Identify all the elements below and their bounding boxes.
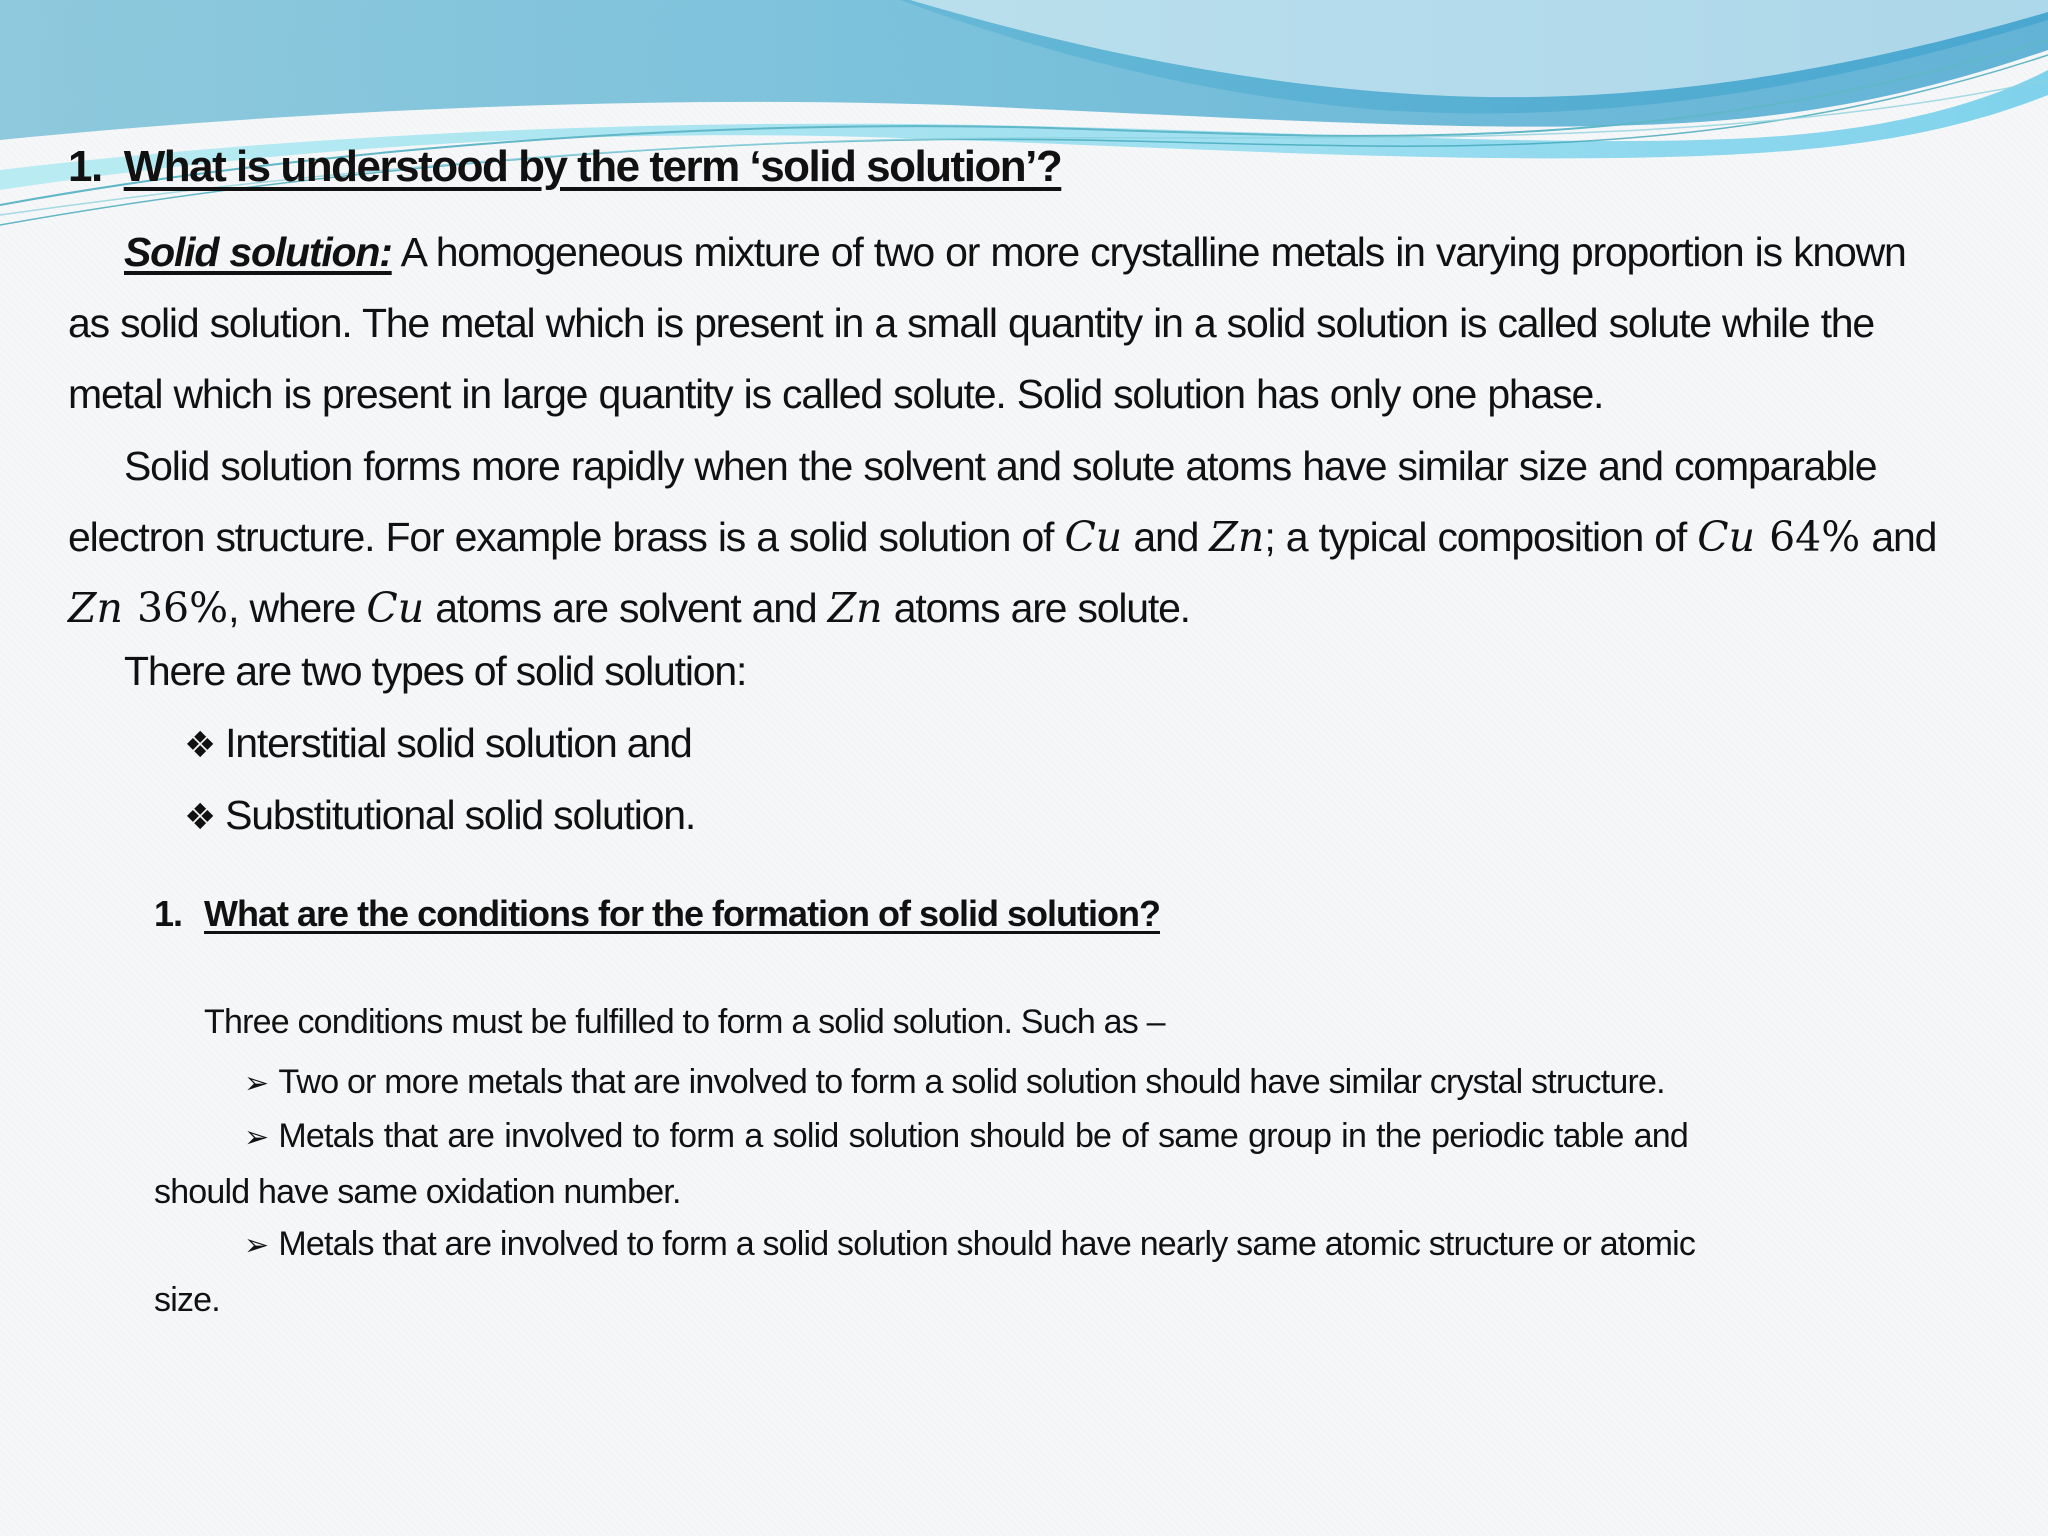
- section2-heading: [154, 893, 1160, 935]
- math-zn: Zn: [1209, 513, 1265, 561]
- definition-line-3: metal which is present in large quantity is called solute. Solid solution has only one phase.: [68, 371, 1604, 417]
- brass-line-1: Solid solution forms more rapidly when the solvent and solute atoms have similar size and comparable: [124, 443, 1877, 489]
- math-cu: Cu: [366, 584, 425, 632]
- section1-heading: [68, 142, 1061, 192]
- diamond-bullet-icon: ❖: [184, 796, 216, 837]
- brass-paragraph: [68, 431, 1937, 644]
- definition-term: Solid solution:: [124, 229, 392, 275]
- definition-line-1: Solid solution: A homogeneous mixture of two or more crystalline metals in varying proportion is known: [124, 229, 1906, 275]
- conditions-intro: Three conditions must be fulfilled to form a solid solution. Such as –: [204, 1003, 1165, 1041]
- brass-line-3: Zn 36%, where Cu atoms are solvent and Zn atoms are solute.: [68, 584, 1190, 632]
- definition-line-2: as solid solution. The metal which is present in a small quantity in a solid solution is called solute while the: [68, 300, 1875, 346]
- section1-title: What is understood by the term ‘solid solution’?: [123, 142, 1062, 191]
- math-zn: Zn: [68, 584, 123, 632]
- math-percent: 64%: [1755, 513, 1861, 561]
- condition-item: ➢ Metals that are involved to form a solid solution should be of same group in the periodic table and should have same oxidation number.: [154, 1117, 1688, 1211]
- math-percent: 36%: [122, 584, 229, 632]
- section2-number: 1.: [154, 893, 183, 934]
- section1-number: 1.: [68, 142, 102, 191]
- types-intro: There are two types of solid solution:: [124, 648, 747, 694]
- math-cu: Cu: [1064, 513, 1123, 561]
- math-zn: Zn: [827, 584, 883, 632]
- arrow-bullet-icon: ➢: [244, 1121, 269, 1154]
- condition-item: ➢ Two or more metals that are involved to form a solid solution should have similar crystal structure.: [244, 1063, 1665, 1101]
- definition-paragraph: [68, 217, 1906, 430]
- brass-line-2: electron structure. For example brass is a solid solution of Cu and Zn; a typical composition of Cu 64% and: [68, 513, 1937, 561]
- type-list-item: ❖ Interstitial solid solution and: [184, 720, 692, 766]
- math-cu: Cu: [1697, 513, 1756, 561]
- section2-title: What are the conditions for the formation of solid solution?: [204, 893, 1160, 934]
- condition-item: ➢ Metals that are involved to form a solid solution should have nearly same atomic structure or atomic size.: [154, 1225, 1696, 1319]
- arrow-bullet-icon: ➢: [244, 1229, 269, 1262]
- type-list-item: ❖ Substitutional solid solution.: [184, 792, 696, 838]
- diamond-bullet-icon: ❖: [184, 724, 216, 765]
- arrow-bullet-icon: ➢: [244, 1067, 269, 1100]
